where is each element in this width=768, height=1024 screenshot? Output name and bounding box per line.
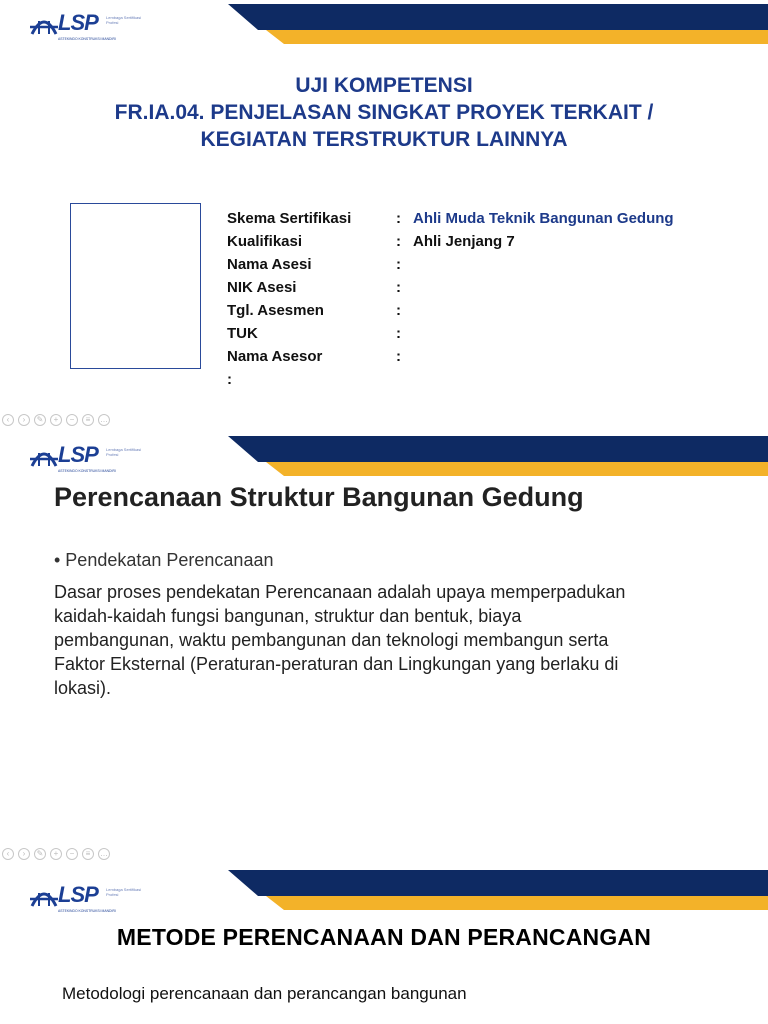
field-label: Kualifikasi — [227, 233, 303, 250]
slide-1 — [0, 0, 768, 432]
bridge-arch-icon — [30, 884, 58, 908]
slide-3 — [0, 866, 768, 1024]
ribbon-gold-band — [266, 896, 768, 910]
field-label: NIK Asesi — [227, 279, 297, 296]
body-line: Dasar proses pendekatan Perencanaan adalah upaya memperpadukan — [54, 582, 626, 602]
field-label: Nama Asesor — [227, 348, 323, 365]
body-line: kaidah-kaidah fungsi bangunan, struktur dan bentuk, biaya — [54, 606, 522, 626]
zoom-out-icon[interactable]: − — [66, 848, 78, 860]
header-ribbon — [228, 4, 768, 44]
field-label: Skema Sertifikasi — [227, 210, 352, 227]
field-row — [227, 230, 727, 253]
slide-1-title — [0, 72, 768, 153]
prev-icon[interactable]: ‹ — [2, 414, 14, 426]
logo-tagline: Lembaga Sertifikasi Profesi — [106, 887, 142, 897]
slide-toolbar — [2, 848, 110, 860]
lsp-logo — [30, 444, 142, 476]
field-label: Tgl. Asesmen — [227, 302, 324, 319]
slide-2 — [0, 432, 768, 866]
slide-3-title: METODE PERENCANAAN DAN PERANCANGAN — [116, 924, 652, 950]
field-colon: : — [396, 256, 401, 273]
ribbon-gold-band — [266, 30, 768, 44]
lsp-logo — [30, 12, 142, 44]
menu-icon[interactable]: ≡ — [82, 848, 94, 860]
ribbon-navy-band — [228, 870, 768, 896]
logo-tagline: Lembaga Sertifikasi Profesi — [106, 447, 142, 457]
next-icon[interactable]: › — [18, 848, 30, 860]
slide-2-title: Perencanaan Struktur Bangunan Gedung — [54, 482, 584, 512]
body-line: lokasi). — [54, 678, 112, 698]
field-colon: : — [396, 302, 401, 319]
logo-tagline: Lembaga Sertifikasi Profesi — [106, 15, 142, 25]
field-label: : — [227, 371, 232, 388]
pen-icon[interactable]: ✎ — [34, 414, 46, 426]
field-row — [227, 322, 727, 345]
lsp-logo — [30, 884, 142, 916]
next-icon[interactable]: › — [18, 414, 30, 426]
zoom-icon[interactable]: + — [50, 414, 62, 426]
field-colon: : — [396, 279, 401, 296]
ribbon-navy-band — [228, 4, 768, 30]
field-label: TUK — [227, 325, 258, 342]
logo-subline: ASTEKINDO KONSTRUKSI MANDIRI — [58, 37, 116, 41]
pen-icon[interactable]: ✎ — [34, 848, 46, 860]
title-line: UJI KOMPETENSI — [295, 74, 473, 97]
menu-icon[interactable]: ≡ — [82, 414, 94, 426]
prev-icon[interactable]: ‹ — [2, 848, 14, 860]
field-value: Ahli Jenjang 7 — [413, 233, 515, 250]
logo-subline: ASTEKINDO KONSTRUKSI MANDIRI — [58, 909, 116, 913]
title-line: KEGIATAN TERSTRUKTUR LAINNYA — [200, 128, 568, 151]
slide-3-text: Metodologi perencanaan dan perancangan bangunan — [62, 984, 467, 1003]
slide-toolbar — [2, 414, 110, 426]
zoom-icon[interactable]: + — [50, 848, 62, 860]
more-icon[interactable]: … — [100, 849, 108, 858]
title-line: FR.IA.04. PENJELASAN SINGKAT PROYEK TERKAIT / — [114, 101, 654, 124]
field-row — [227, 368, 727, 391]
bridge-arch-icon — [30, 12, 58, 36]
bullet-heading: • Pendekatan Perencanaan — [54, 550, 274, 570]
field-colon: : — [396, 348, 401, 365]
header-ribbon — [228, 870, 768, 910]
bridge-arch-icon — [30, 444, 58, 468]
field-colon: : — [396, 325, 401, 342]
body-line: pembangunan, waktu pembangunan dan teknologi membangun serta — [54, 630, 609, 650]
logo-subline: ASTEKINDO KONSTRUKSI MANDIRI — [58, 469, 116, 473]
body-line: Faktor Eksternal (Peraturan-peraturan dan Lingkungan yang berlaku di — [54, 654, 619, 674]
identity-fields — [227, 207, 727, 391]
field-row — [227, 345, 727, 368]
header-ribbon — [228, 436, 768, 476]
ribbon-gold-band — [266, 462, 768, 476]
photo-placeholder — [70, 203, 201, 369]
field-row — [227, 276, 727, 299]
logo-brand: LSP — [58, 882, 98, 907]
logo-brand: LSP — [58, 442, 98, 467]
field-row — [227, 299, 727, 322]
field-row — [227, 253, 727, 276]
logo-brand: LSP — [58, 10, 98, 35]
ribbon-navy-band — [228, 436, 768, 462]
more-icon[interactable]: … — [100, 415, 108, 424]
field-label: Nama Asesi — [227, 256, 312, 273]
field-value: Ahli Muda Teknik Bangunan Gedung — [413, 210, 674, 227]
field-colon: : — [396, 233, 401, 250]
zoom-out-icon[interactable]: − — [66, 414, 78, 426]
body-paragraph — [54, 580, 714, 700]
field-colon: : — [396, 210, 401, 227]
field-row — [227, 207, 727, 230]
